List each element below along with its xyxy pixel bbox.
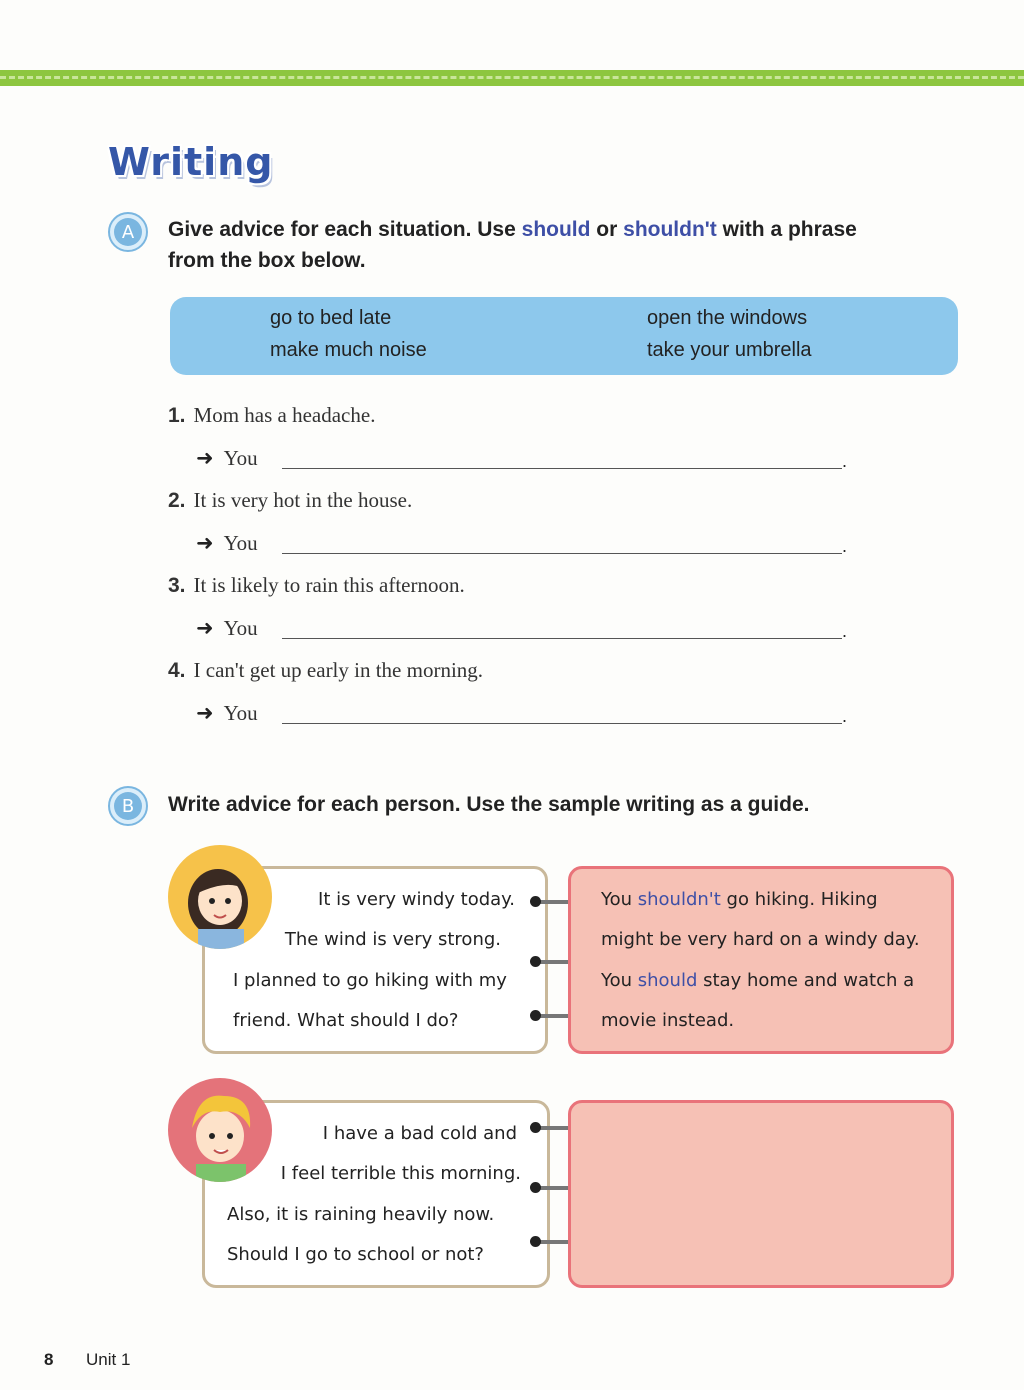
phrase-item: open the windows — [647, 307, 808, 329]
phrase-item: take your umbrella — [647, 339, 812, 361]
top-divider — [0, 70, 1024, 86]
section-b-instruction: Write advice for each person. Use the sample writing as a guide. — [168, 793, 810, 816]
section-b-badge: B — [108, 786, 148, 826]
page-number: 8 — [44, 1350, 54, 1369]
phrase-item: make much noise — [270, 339, 427, 361]
problem-line: Should I go to school or not? — [227, 1244, 484, 1265]
problem-line: I have a bad cold and — [322, 1123, 517, 1144]
girl-avatar — [168, 845, 272, 949]
problem-line: I planned to go hiking with my — [233, 970, 507, 991]
answer-row-4: ➜ You — [196, 701, 258, 725]
arrow-icon: ➜ — [196, 446, 214, 470]
boy-avatar — [168, 1078, 272, 1182]
answer-line-3[interactable] — [282, 638, 842, 639]
answer-row-1: ➜ You — [196, 446, 258, 470]
arrow-icon: ➜ — [196, 616, 214, 640]
question-2: 2. It is very hot in the house. — [168, 488, 413, 512]
unit-label: Unit 1 — [86, 1350, 131, 1369]
phrase-item: go to bed late — [270, 307, 392, 329]
answer-row-3: ➜ You — [196, 616, 258, 640]
sample-advice-box — [568, 866, 954, 1054]
answer-period: . — [842, 536, 848, 556]
answer-line-2[interactable] — [282, 553, 842, 554]
problem-line: friend. What should I do? — [233, 1010, 459, 1031]
question-4: 4. I can't get up early in the morning. — [168, 658, 484, 682]
question-3: 3. It is likely to rain this afternoon. — [168, 573, 465, 597]
arrow-icon: ➜ — [196, 531, 214, 555]
answer-period: . — [842, 451, 848, 471]
section-a-instruction: Give advice for each situation. Use should or shouldn't with a phrase from the box below. — [168, 218, 857, 272]
question-1: 1. Mom has a headache. — [168, 403, 376, 427]
phrase-box — [170, 297, 958, 375]
advice-line: You shouldn't go hiking. Hiking — [601, 889, 878, 910]
advice-line: movie instead. — [601, 1010, 735, 1031]
problem-line: Also, it is raining heavily now. — [227, 1204, 495, 1225]
answer-line-1[interactable] — [282, 468, 842, 469]
page-title: Writing — [108, 140, 274, 184]
advice-line: You should stay home and watch a — [601, 970, 915, 991]
advice-answer-box-2[interactable] — [568, 1100, 954, 1288]
problem-line: It is very windy today. — [318, 889, 515, 910]
problem-line: The wind is very strong. — [284, 929, 501, 950]
answer-row-2: ➜ You — [196, 531, 258, 555]
advice-line: might be very hard on a windy day. — [601, 929, 920, 950]
problem-line: I feel terrible this morning. — [280, 1163, 521, 1184]
section-a-badge: A — [108, 212, 148, 252]
answer-period: . — [842, 706, 848, 726]
arrow-icon: ➜ — [196, 701, 214, 725]
answer-period: . — [842, 621, 848, 641]
answer-line-4[interactable] — [282, 723, 842, 724]
